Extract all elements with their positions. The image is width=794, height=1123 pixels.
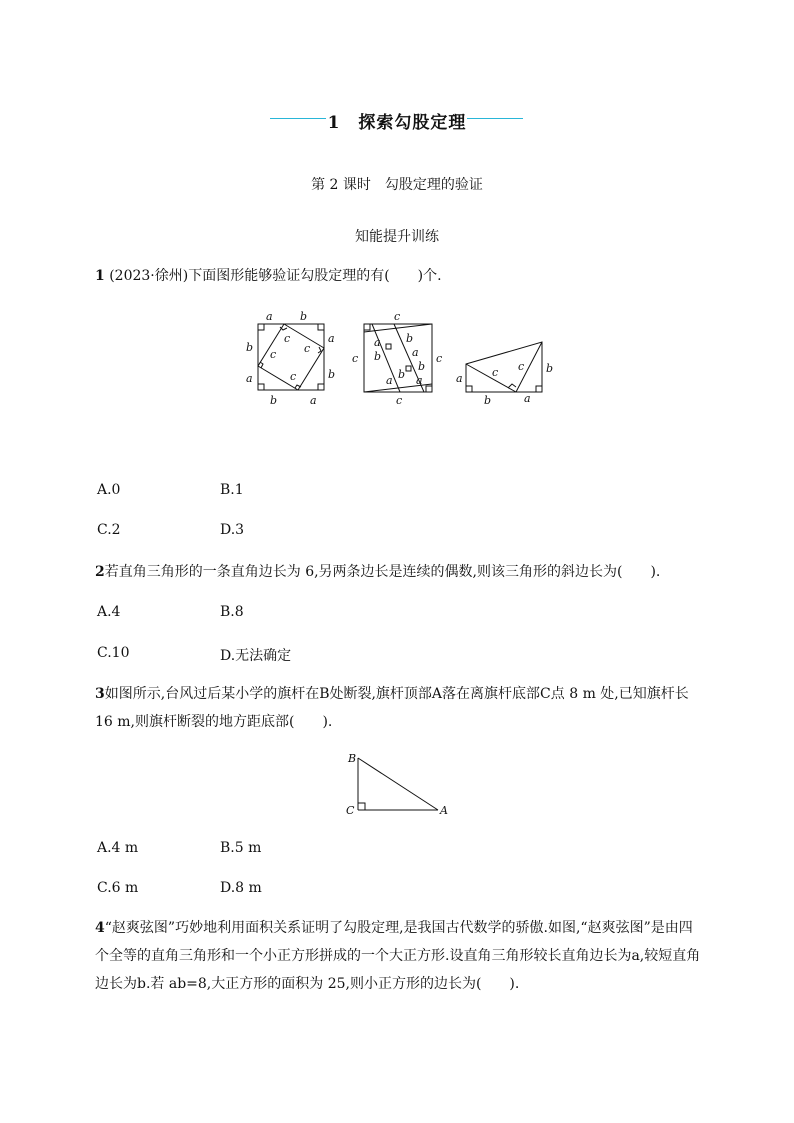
svg-text:c: c	[290, 370, 297, 383]
svg-text:a: a	[386, 374, 393, 387]
fig3-trapezoid	[466, 342, 542, 392]
q3-option-b[interactable]: B.5 m	[220, 840, 262, 856]
question-text: 若直角三角形的一条直角边长为 6,另两条边长是连续的偶数,则该三角形的斜边长为( ).	[104, 564, 661, 580]
question-3	[95, 680, 705, 736]
svg-text:c: c	[270, 348, 277, 361]
svg-text:a: a	[412, 346, 419, 359]
question-number: 4	[95, 920, 105, 936]
svg-text:c: c	[304, 342, 311, 355]
question-2	[95, 558, 705, 586]
lesson-subtitle: 第 2 课时 勾股定理的验证	[311, 177, 483, 193]
page-title: 1 探索勾股定理	[327, 113, 467, 133]
question-number: 2	[95, 564, 105, 580]
svg-text:b: b	[374, 350, 382, 363]
svg-text:c: c	[518, 360, 525, 373]
question-text: “赵爽弦图”巧妙地利用面积关系证明了勾股定理,是我国古代数学的骄傲.如图,“赵爽弦图”是由四个全等的直角三角形和一个小正方形拼成的一个大正方形.设直角三角形较长直角边长为a,较短直角边长为b.若 ab=8,大正方形的面积为 25,则小正方形的边长为( ).	[95, 920, 701, 992]
q1-option-a[interactable]: A.0	[97, 482, 121, 498]
svg-text:a: a	[266, 310, 273, 323]
svg-text:a: a	[524, 392, 531, 405]
q2-option-c[interactable]: C.10	[97, 645, 130, 661]
figure-1-pythagoras-diagrams	[240, 308, 560, 408]
q1-option-c[interactable]: C.2	[97, 522, 121, 538]
q2-option-b[interactable]: B.8	[220, 604, 244, 620]
svg-text:b: b	[328, 368, 336, 381]
question-text: 如图所示,台风过后某小学的旗杆在B处断裂,旗杆顶部A落在离旗杆底部C点 8 m 处,已知旗杆长 16 m,则旗杆断裂的地方距底部( ).	[95, 686, 689, 730]
svg-text:c: c	[284, 332, 291, 345]
label-B: B	[348, 752, 357, 765]
svg-text:b: b	[246, 341, 254, 354]
page-header	[0, 108, 794, 132]
svg-text:b: b	[546, 362, 554, 375]
svg-text:a: a	[246, 372, 253, 385]
q3-option-d[interactable]: D.8 m	[220, 880, 262, 896]
svg-text:c: c	[396, 394, 403, 407]
q3-option-a[interactable]: A.4 m	[97, 840, 139, 856]
q1-option-b[interactable]: B.1	[220, 482, 244, 498]
svg-text:c: c	[394, 310, 401, 323]
question-1	[95, 262, 705, 290]
q3-option-c[interactable]: C.6 m	[97, 880, 139, 896]
svg-text:c: c	[352, 352, 359, 365]
svg-text:b: b	[300, 310, 308, 323]
svg-text:a: a	[328, 332, 335, 345]
question-number: 1	[95, 268, 105, 284]
svg-text:c: c	[492, 366, 499, 379]
q2-option-d[interactable]: D.无法确定	[220, 648, 292, 664]
section-heading: 知能提升训练	[355, 229, 439, 245]
question-4	[95, 914, 705, 998]
svg-text:b: b	[418, 360, 426, 373]
svg-text:b: b	[270, 394, 278, 407]
question-number: 3	[95, 686, 105, 702]
svg-text:b: b	[484, 394, 492, 407]
figure-3-flagpole-triangle	[340, 748, 460, 820]
label-A: A	[440, 804, 448, 817]
svg-text:b: b	[398, 368, 406, 381]
label-C: C	[346, 804, 355, 817]
q1-option-d[interactable]: D.3	[220, 522, 245, 538]
svg-text:a: a	[456, 372, 463, 385]
q2-option-a[interactable]: A.4	[97, 604, 121, 620]
svg-text:c: c	[436, 352, 443, 365]
svg-text:a: a	[310, 394, 317, 407]
svg-text:a: a	[374, 336, 381, 349]
svg-text:b: b	[406, 332, 414, 345]
question-text: (2023·徐州)下面图形能够验证勾股定理的有( )个.	[104, 268, 442, 284]
svg-text:a: a	[416, 374, 423, 387]
